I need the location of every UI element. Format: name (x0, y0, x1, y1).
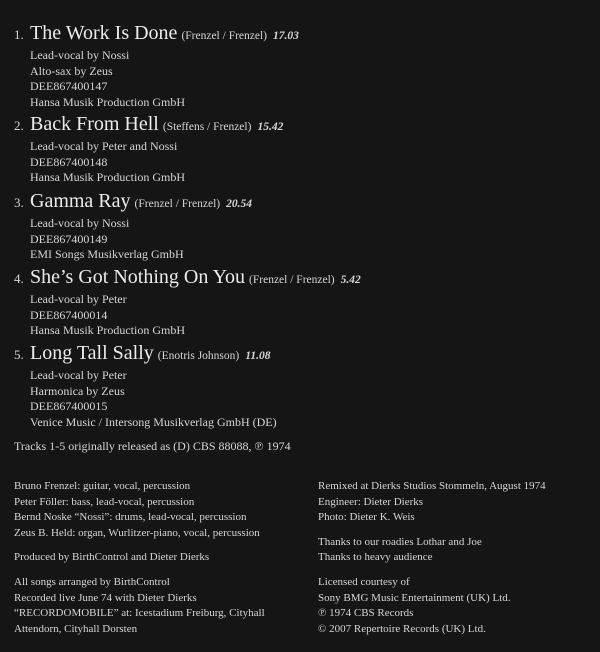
track-credit: (Frenzel / Frenzel) (181, 30, 268, 42)
track-detail: Harmonica by Zeus (30, 383, 125, 398)
track-title: She’s Got Nothing On You (30, 266, 246, 288)
track-time: 17.03 (273, 30, 299, 42)
track-title: Long Tall Sally (30, 342, 154, 364)
track-detail: Lead-vocal by Nossi (30, 48, 130, 62)
track-time: 15.42 (257, 121, 284, 133)
track-header (14, 265, 361, 292)
track-5 (14, 341, 277, 430)
track-number: 5. (14, 347, 24, 362)
track-credit: (Enotris Johnson) (157, 350, 240, 362)
track-title: Gamma Ray (30, 190, 131, 212)
track-4 (14, 265, 361, 339)
track-detail: DEE867400148 (30, 154, 108, 169)
track-number: 4. (14, 271, 24, 286)
track-3 (14, 189, 252, 263)
studio-credit: Photo: Dieter K. Weis (318, 511, 415, 524)
track-detail: Lead-vocal by Peter (30, 292, 127, 306)
studio-credit: Remixed at Dierks Studios Stommeln, August 1974 (318, 480, 546, 492)
track-detail: DEE867400014 (30, 307, 108, 322)
track-number: 3. (14, 195, 24, 210)
left-credits (14, 479, 265, 637)
track-time: 5.42 (340, 274, 361, 286)
track-detail: Hansa Musik Production GmbH (30, 170, 185, 184)
studio-credit: Engineer: Dieter Dierks (318, 495, 424, 508)
track-detail: DEE867400147 (30, 79, 108, 93)
track-number: 1. (14, 27, 24, 42)
track-title: The Work Is Done (30, 22, 178, 44)
recording-credit: “RECORDOMOBILE” at: Icestadium Freiburg, Cityhall (14, 607, 265, 620)
track-2 (14, 112, 283, 186)
track-header (14, 21, 299, 48)
track-1 (14, 21, 299, 110)
thanks-line: Thanks to heavy audience (318, 551, 433, 564)
thanks-line: Thanks to our roadies Lothar and Joe (318, 535, 482, 548)
track-credit: (Steffens / Frenzel) (162, 121, 252, 133)
track-number: 2. (14, 118, 24, 133)
track-detail: EMI Songs Musikverlag GmbH (30, 247, 184, 261)
recording-credit: Recorded live June 74 with Dieter Dierks (14, 591, 197, 604)
track-detail: Hansa Musik Production GmbH (30, 94, 185, 109)
license-line: © 2007 Repertoire Records (UK) Ltd. (318, 622, 486, 635)
recording-credit: Attendorn, Cityhall Dorsten (14, 622, 138, 635)
track-time: 20.54 (226, 198, 252, 210)
right-credits (318, 479, 546, 637)
producer-credit: Produced by BirthControl and Dieter Dierks (14, 551, 210, 564)
recording-credit: All songs arranged by BirthControl (14, 575, 170, 588)
track-detail: Alto-sax by Zeus (30, 63, 113, 78)
track-time: 11.08 (245, 350, 271, 362)
musician-credit: Zeus B. Held: organ, Wurlitzer-piano, vocal, percussion (14, 526, 260, 539)
musician-credit: Bernd Noske “Nossi”: drums, lead-vocal, percussion (14, 511, 247, 524)
track-detail: DEE867400149 (30, 231, 108, 246)
track-detail: Hansa Musik Production GmbH (30, 323, 185, 337)
license-line: ℗ 1974 CBS Records (318, 607, 414, 620)
license-line: Sony BMG Music Entertainment (UK) Ltd. (318, 591, 511, 604)
track-detail: Lead-vocal by Peter (30, 368, 127, 382)
track-credit: (Frenzel / Frenzel) (134, 198, 221, 210)
track-header (14, 112, 283, 139)
musician-credit: Bruno Frenzel: guitar, vocal, percussion (14, 480, 191, 492)
musician-credit: Peter Föller: bass, lead-vocal, percussion (14, 495, 195, 508)
track-detail: Venice Music / Intersong Musikverlag GmbH (DE) (30, 414, 277, 429)
release-note: Tracks 1-5 originally released as (D) CBS 88088, ℗ 1974 (14, 439, 291, 453)
license-line: Licensed courtesy of (318, 575, 410, 588)
track-detail: Lead-vocal by Peter and Nossi (30, 139, 178, 153)
track-credit: (Frenzel / Frenzel) (249, 274, 335, 286)
track-header (14, 341, 277, 368)
track-title: Back From Hell (30, 113, 159, 135)
track-detail: DEE867400015 (30, 399, 108, 413)
track-detail: Lead-vocal by Nossi (30, 216, 130, 230)
track-header (14, 189, 252, 216)
